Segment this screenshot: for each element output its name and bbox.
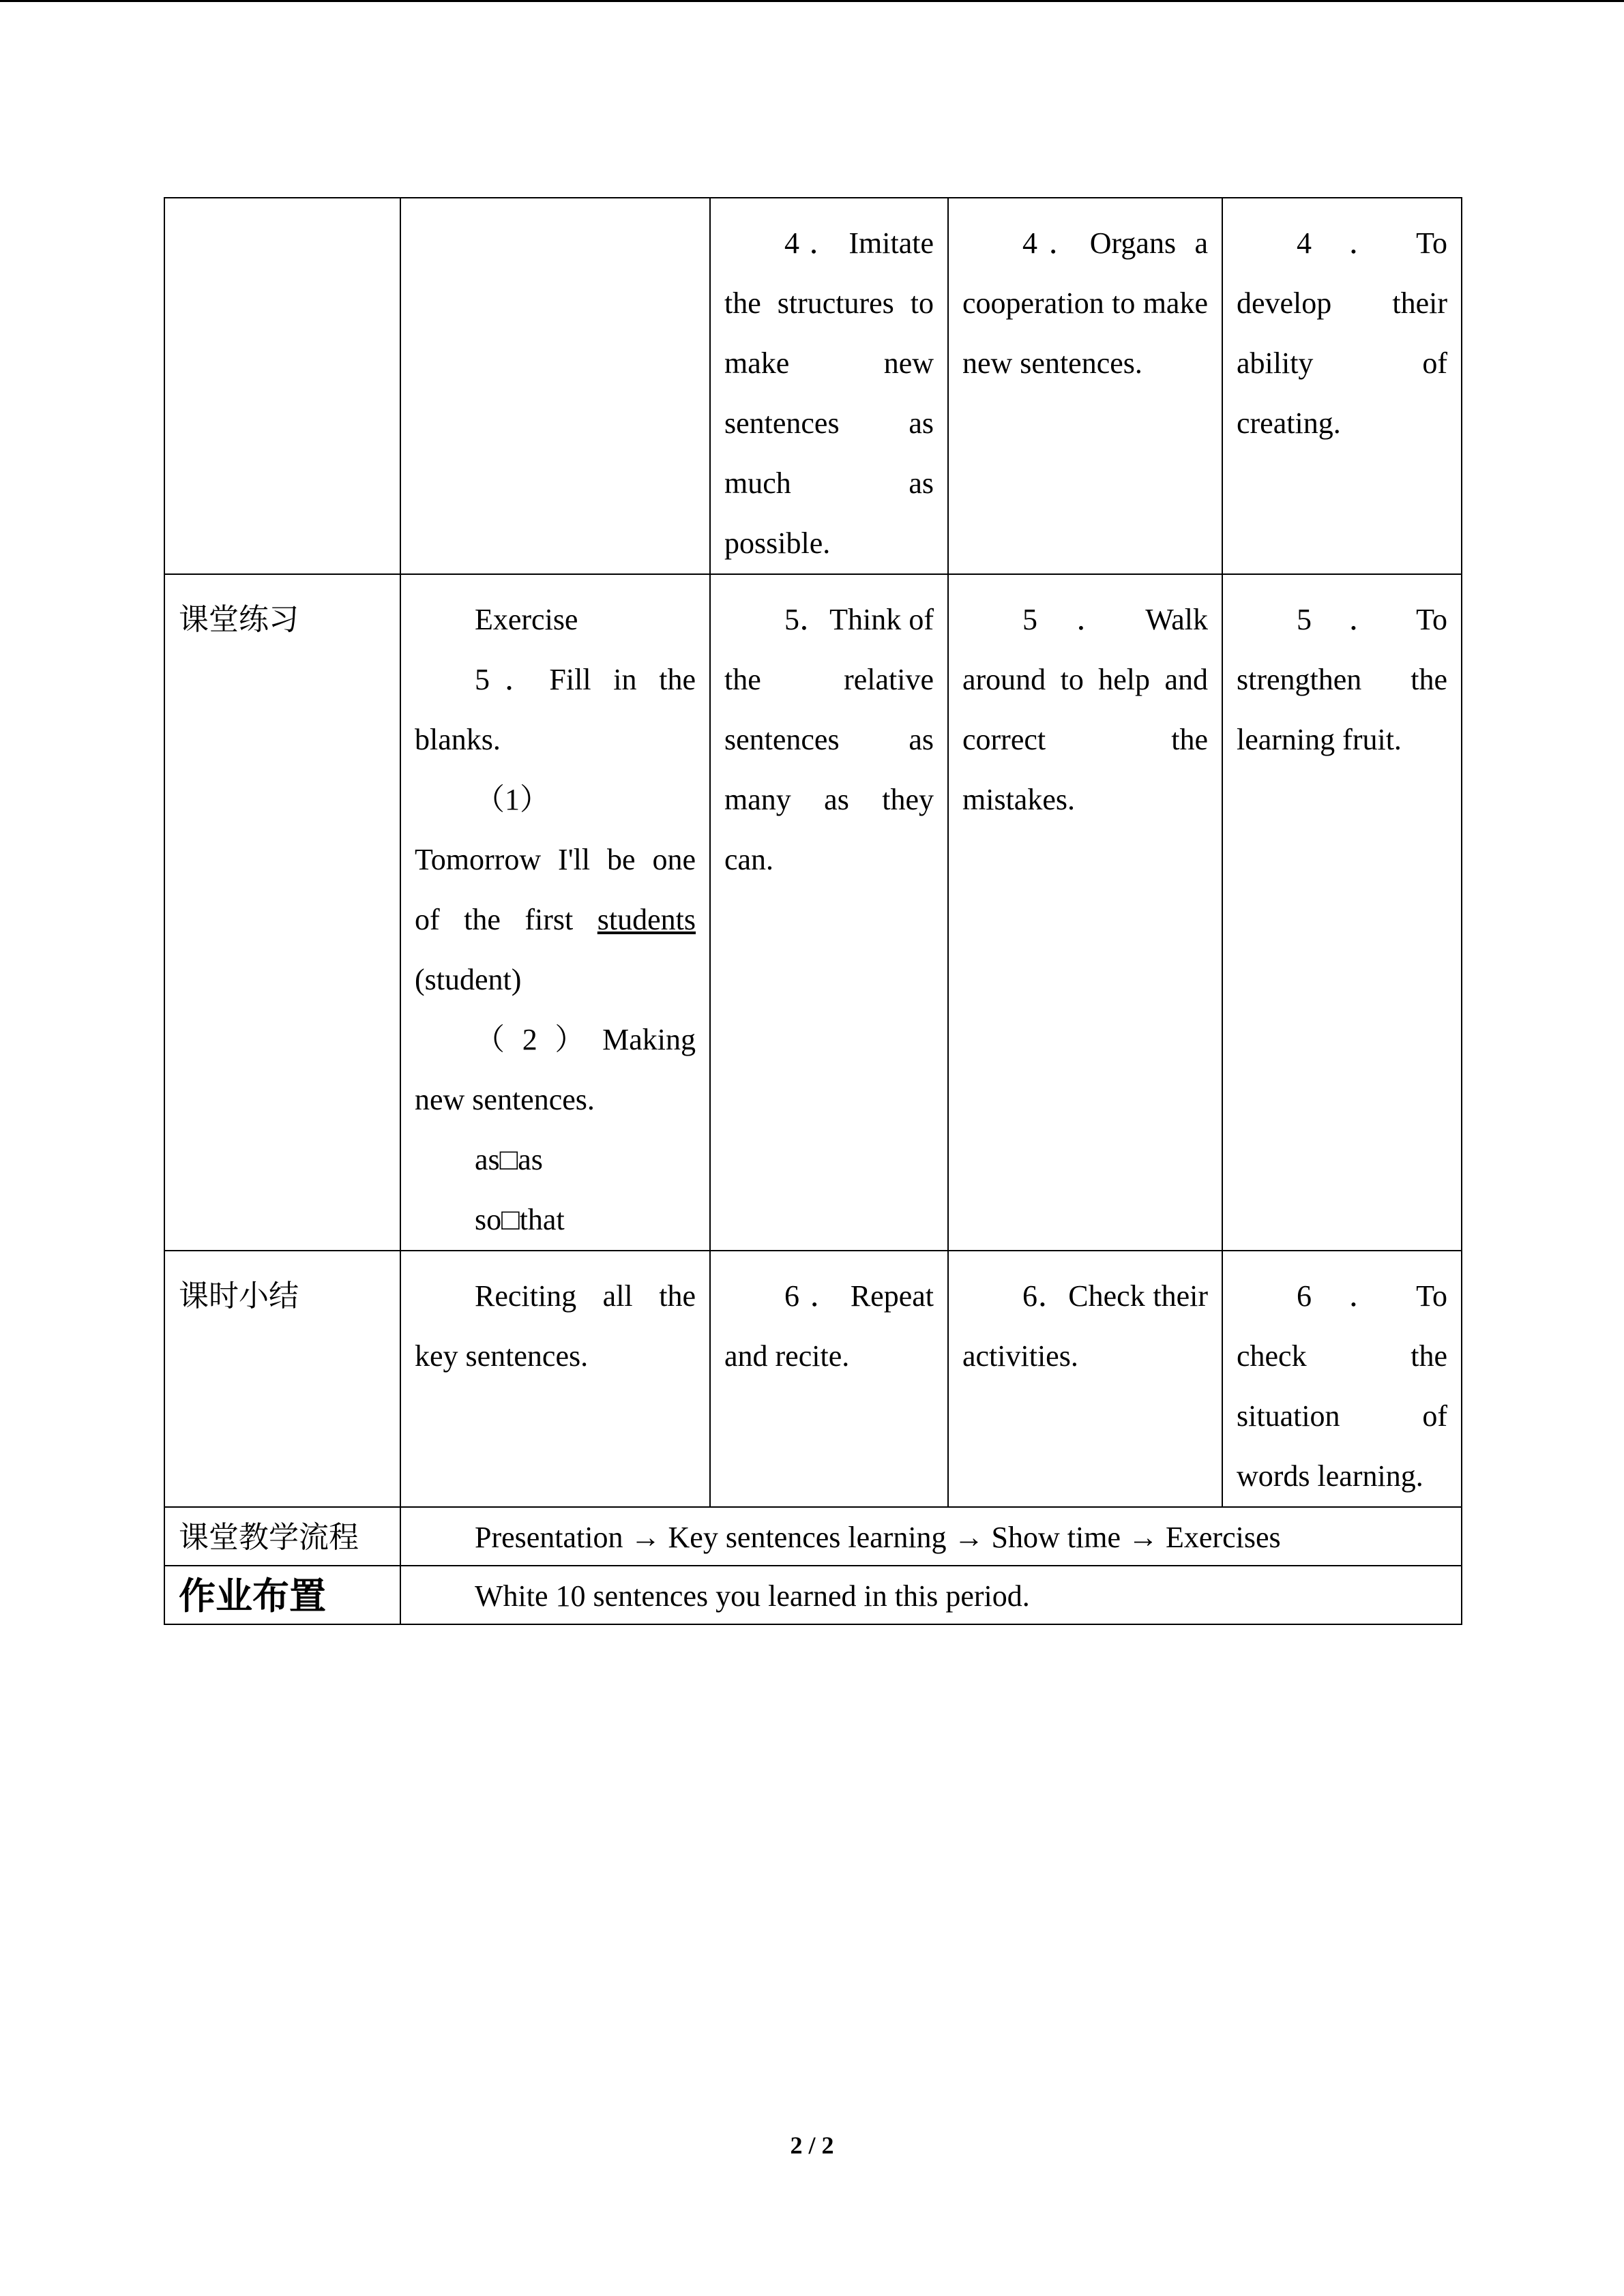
- teacher-activity-cell: 5．Walk around to help and correct the mistakes.: [948, 574, 1222, 1251]
- flow-text: Presentation → Key sentences learning → Show time → Exercises: [400, 1507, 1462, 1566]
- content-cell-summary: Reciting all the key sentences.: [400, 1251, 710, 1507]
- flow-label: 课堂教学流程: [164, 1507, 400, 1566]
- stage-label-summary: 课时小结: [164, 1251, 400, 1507]
- content-cell-exercise: [400, 574, 710, 1251]
- page-top-rule: [0, 0, 1624, 2]
- purpose-cell: 6．To check the situation of words learning.: [1222, 1251, 1462, 1507]
- purpose-cell: 5．To strengthen the learning fruit.: [1222, 574, 1462, 1251]
- content-cell-empty: [400, 198, 710, 574]
- exercise-sub-2: （2）Making new sentences.: [415, 1023, 696, 1116]
- exercise-heading: Exercise: [475, 603, 578, 636]
- table-row-homework: [164, 1566, 1462, 1624]
- stage-label-practice: 课堂练习: [164, 574, 400, 1251]
- student-activity-cell: 4．Imitate the structures to make new sentences as much as possible.: [710, 198, 948, 574]
- blank-answer: students: [597, 903, 696, 936]
- table-row-summary: [164, 1251, 1462, 1507]
- pattern-as-as: as□as: [475, 1143, 543, 1176]
- lesson-plan-table: [164, 197, 1462, 1625]
- homework-text: White 10 sentences you learned in this period.: [400, 1566, 1462, 1624]
- page-number: 2 / 2: [790, 2132, 834, 2159]
- exercise-item-5: 5．Fill in the blanks.: [415, 663, 696, 756]
- purpose-cell: 4．To develop their ability of creating.: [1222, 198, 1462, 574]
- student-activity-cell: 5．Think of the relative sentences as many as they can.: [710, 574, 948, 1251]
- table-row-creation: [164, 198, 1462, 574]
- exercise-sub-1-sentence: Tomorrow I'll be one of the first students (student): [415, 843, 696, 996]
- exercise-sub-1-number: （1）: [475, 783, 550, 816]
- teacher-activity-cell: 6．Check their activities.: [948, 1251, 1222, 1507]
- teacher-activity-cell: 4．Organs a cooperation to make new sentences.: [948, 198, 1222, 574]
- stage-label-empty: [164, 198, 400, 574]
- pattern-so-that: so□that: [475, 1203, 565, 1236]
- table-row-flow: [164, 1507, 1462, 1566]
- student-activity-cell: 6．Repeat and recite.: [710, 1251, 948, 1507]
- table-row-practice: [164, 574, 1462, 1251]
- homework-label: 作业布置: [164, 1566, 400, 1624]
